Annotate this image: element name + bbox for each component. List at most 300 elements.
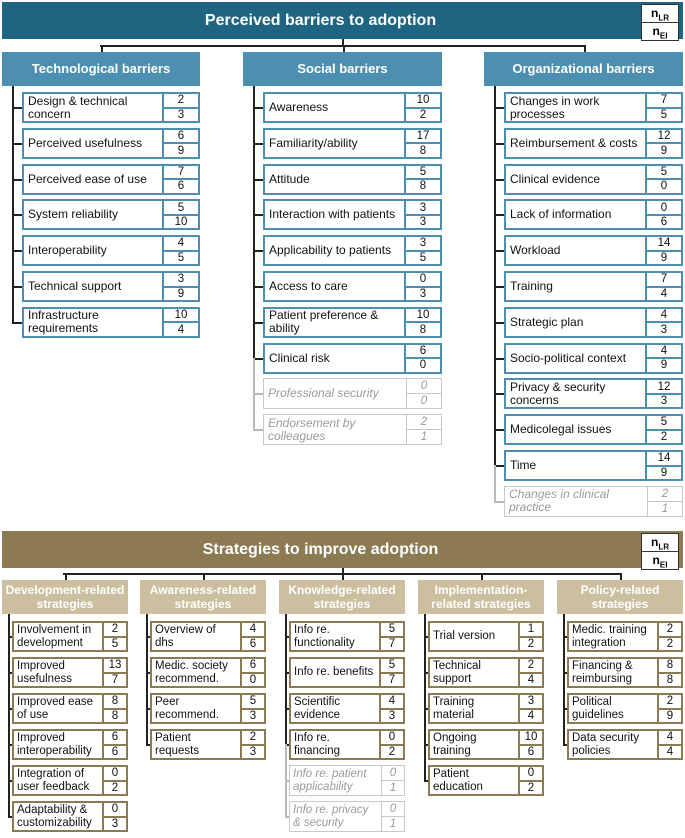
connector-line <box>203 573 205 580</box>
item-counts <box>162 166 198 193</box>
item-label: Adaptability & customizability <box>17 803 92 829</box>
item-counts <box>645 452 681 479</box>
count-lr: 10 <box>416 309 430 322</box>
count-ei: 6 <box>242 636 264 651</box>
count-lr: 0 <box>389 767 397 779</box>
item-counts <box>240 695 264 722</box>
item-label: Medicolegal issues <box>510 422 612 437</box>
connector-line <box>620 573 622 580</box>
item-counts <box>102 767 126 794</box>
list-item <box>150 657 266 688</box>
item-label: Changes in clinical practice <box>509 487 610 515</box>
item-label: Privacy & security concerns <box>510 379 606 407</box>
count-ei: 7 <box>104 672 126 687</box>
item-counts <box>379 695 403 722</box>
count-lr: 4 <box>388 695 396 708</box>
item-label: Familiarity/ability <box>269 135 358 150</box>
list-item <box>22 307 200 338</box>
item-counts <box>518 695 542 722</box>
count-lr: 0 <box>389 803 397 815</box>
legend-n-lr: $n_{LR}$ <box>641 4 679 23</box>
count-ei: 3 <box>406 214 440 229</box>
list-item <box>22 235 200 266</box>
connector-line <box>65 573 67 580</box>
item-label: Political guidelines <box>572 695 624 721</box>
item-label: Info re. patient applicability <box>293 767 367 793</box>
item-label: Info re. benefits <box>294 666 374 678</box>
count-ei: 6 <box>104 744 126 759</box>
item-label: Improved ease of use <box>17 695 94 721</box>
count-lr: 1 <box>527 623 535 636</box>
item-counts <box>404 345 440 372</box>
count-ei: 2 <box>406 107 440 122</box>
count-lr: 6 <box>419 344 427 357</box>
list-item <box>504 235 683 266</box>
item-label: Patient preference & ability <box>269 308 379 336</box>
count-lr: 4 <box>177 237 185 250</box>
connector-line <box>424 614 426 782</box>
count-ei: 9 <box>647 142 681 157</box>
item-label: Attitude <box>269 171 310 186</box>
count-lr: 0 <box>419 273 427 286</box>
item-counts <box>162 309 198 336</box>
item-counts <box>404 237 440 264</box>
category-header: Implementation-related strategies <box>418 580 544 614</box>
item-label: Medic. training integration <box>572 623 647 649</box>
item-label: Scientific evidence <box>294 695 341 721</box>
item-counts <box>404 166 440 193</box>
item-counts <box>645 309 681 336</box>
item-label: Workload <box>510 243 561 258</box>
item-label: Technical support <box>433 659 481 685</box>
list-item <box>263 164 442 195</box>
item-counts <box>102 803 126 830</box>
list-item <box>504 92 683 123</box>
item-label: Patient requests <box>155 731 200 757</box>
item-label: Perceived ease of use <box>28 171 147 186</box>
connector-line <box>12 86 14 324</box>
count-ei: 1 <box>407 429 441 444</box>
count-lr: 7 <box>660 94 668 107</box>
legend-n-ei: $n_{EI}$ <box>641 552 679 570</box>
item-counts <box>102 659 126 686</box>
count-ei: 10 <box>164 214 198 229</box>
item-counts <box>162 237 198 264</box>
count-lr: 3 <box>527 695 535 708</box>
count-ei: 6 <box>520 744 542 759</box>
item-label: Integration of user feedback <box>17 767 90 793</box>
count-lr: 0 <box>660 201 668 214</box>
count-ei: 8 <box>659 672 681 687</box>
list-item <box>12 621 128 652</box>
list-item <box>263 235 442 266</box>
item-label: Overview of dhs <box>155 623 216 649</box>
connector-line <box>563 614 565 746</box>
list-item <box>428 657 544 688</box>
list-item <box>567 729 683 760</box>
list-item <box>289 729 405 760</box>
connector-line <box>494 86 496 467</box>
item-label: Improved usefulness <box>17 659 72 685</box>
count-lr: 2 <box>420 416 428 429</box>
item-counts <box>657 623 681 650</box>
count-lr: 10 <box>174 309 188 322</box>
count-ei: 4 <box>164 321 198 336</box>
list-item <box>504 486 683 517</box>
category-header: Technological barriers <box>2 52 200 86</box>
item-label: Clinical evidence <box>510 171 601 186</box>
list-item <box>12 729 128 760</box>
list-item <box>567 657 683 688</box>
connector-line <box>146 614 148 746</box>
count-lr: 7 <box>660 273 668 286</box>
item-counts <box>404 309 440 336</box>
count-ei: 3 <box>381 708 403 723</box>
count-ei: 3 <box>406 286 440 301</box>
item-counts <box>381 802 404 831</box>
count-ei: 9 <box>164 142 198 157</box>
count-ei: 9 <box>164 286 198 301</box>
category-header: Organizational barriers <box>484 52 683 86</box>
item-counts <box>102 623 126 650</box>
count-ei: 4 <box>659 744 681 759</box>
list-item <box>289 801 405 832</box>
count-lr: 2 <box>177 94 185 107</box>
connector-line <box>494 465 496 503</box>
item-counts <box>645 345 681 372</box>
connector-line <box>101 45 103 52</box>
item-counts <box>240 731 264 758</box>
count-ei: 9 <box>659 708 681 723</box>
list-item <box>12 801 128 832</box>
count-ei: 0 <box>407 393 441 408</box>
list-item <box>263 378 442 409</box>
list-item <box>22 199 200 230</box>
list-item <box>12 765 128 796</box>
count-ei: 8 <box>406 321 440 336</box>
item-counts <box>162 130 198 157</box>
count-ei: 1 <box>648 501 682 516</box>
item-label: Strategic plan <box>510 314 584 329</box>
count-ei: 4 <box>520 672 542 687</box>
count-lr: 14 <box>657 452 671 465</box>
list-item <box>22 92 200 123</box>
list-item <box>263 199 442 230</box>
item-counts <box>645 201 681 228</box>
count-ei: 0 <box>647 178 681 193</box>
list-item <box>22 128 200 159</box>
item-counts <box>102 695 126 722</box>
list-item <box>289 693 405 724</box>
item-label: Info re. financing <box>294 731 341 757</box>
item-label: Medic. society recommend. <box>155 659 228 685</box>
item-counts <box>657 659 681 686</box>
item-counts <box>379 623 403 650</box>
count-lr: 17 <box>416 130 430 143</box>
item-label: Financing & reimbursing <box>572 659 633 685</box>
item-label: Socio-political context <box>510 350 627 365</box>
count-lr: 0 <box>527 767 535 780</box>
connector-line <box>253 358 255 432</box>
count-ei: 1 <box>382 780 404 795</box>
barriers-title: Perceived barriers to adoption <box>204 11 437 29</box>
list-item <box>504 450 683 481</box>
count-lr: 14 <box>657 237 671 250</box>
count-lr: 4 <box>249 623 257 636</box>
count-ei: 3 <box>242 744 264 759</box>
count-lr: 6 <box>177 130 185 143</box>
list-item <box>263 414 442 445</box>
count-lr: 2 <box>666 623 674 636</box>
list-item <box>428 729 544 760</box>
count-lr: 10 <box>524 731 538 744</box>
item-label: Improved interoperability <box>17 731 92 757</box>
item-counts <box>404 201 440 228</box>
count-ei: 5 <box>164 250 198 265</box>
count-ei: 3 <box>647 393 681 408</box>
list-item <box>289 765 405 796</box>
count-lr: 6 <box>111 731 119 744</box>
count-lr: 5 <box>388 623 396 636</box>
count-ei: 6 <box>164 178 198 193</box>
list-item <box>428 765 544 796</box>
item-counts <box>240 659 264 686</box>
connector-line <box>343 45 345 52</box>
item-label: Data security policies <box>572 731 640 757</box>
count-lr: 2 <box>666 695 674 708</box>
count-ei: 9 <box>647 465 681 480</box>
item-label: Interaction with patients <box>269 207 396 222</box>
item-label: Infrastructure requirements <box>28 308 99 336</box>
item-label: Ongoing training <box>433 731 477 757</box>
item-counts <box>657 731 681 758</box>
list-item <box>567 693 683 724</box>
count-lr: 0 <box>388 731 396 744</box>
item-counts <box>518 623 542 650</box>
count-ei: 4 <box>647 286 681 301</box>
count-lr: 5 <box>249 695 257 708</box>
item-counts <box>406 415 441 444</box>
item-counts <box>240 623 264 650</box>
item-counts <box>518 731 542 758</box>
item-label: Changes in work processes <box>510 93 600 121</box>
count-ei: 2 <box>381 744 403 759</box>
item-label: Reimbursement & costs <box>510 135 638 150</box>
count-lr: 12 <box>657 130 671 143</box>
list-item <box>289 621 405 652</box>
strategies-banner <box>2 531 683 568</box>
category-header: Social barriers <box>243 52 442 86</box>
count-ei: 2 <box>520 780 542 795</box>
item-counts <box>162 273 198 300</box>
list-item <box>150 729 266 760</box>
list-item <box>504 378 683 409</box>
item-label: Info re. functionality <box>294 623 355 649</box>
count-lr: 0 <box>420 380 428 393</box>
count-ei: 2 <box>647 429 681 444</box>
count-ei: 3 <box>647 321 681 336</box>
count-lr: 2 <box>249 731 257 744</box>
count-ei: 6 <box>647 214 681 229</box>
count-ei: 9 <box>647 250 681 265</box>
count-lr: 8 <box>666 659 674 672</box>
count-lr: 6 <box>249 659 257 672</box>
item-label: Applicability to patients <box>269 243 392 258</box>
barriers-banner <box>2 2 683 39</box>
list-item <box>150 621 266 652</box>
count-lr: 5 <box>660 416 668 429</box>
item-counts <box>379 731 403 758</box>
list-item <box>263 271 442 302</box>
item-label: Info re. privacy & security <box>293 803 369 829</box>
list-item <box>428 693 544 724</box>
count-lr: 3 <box>419 201 427 214</box>
item-label: Patient education <box>433 767 483 793</box>
strategies-title: Strategies to improve adoption <box>202 540 439 558</box>
item-label: Involvement in development <box>17 623 92 649</box>
count-lr: 4 <box>666 731 674 744</box>
connector-line <box>342 573 344 580</box>
item-label: Trial version <box>433 630 496 642</box>
connector-line <box>253 86 255 360</box>
item-label: Time <box>510 458 537 472</box>
item-label: Access to care <box>269 279 348 293</box>
list-item <box>504 128 683 159</box>
item-label: System reliability <box>28 207 119 222</box>
count-lr: 5 <box>660 165 668 178</box>
count-lr: 2 <box>661 487 669 500</box>
list-item <box>504 199 683 230</box>
count-ei: 5 <box>647 107 681 122</box>
connector-line <box>285 744 287 818</box>
connector-line <box>8 614 10 818</box>
item-counts <box>645 416 681 443</box>
item-counts <box>404 273 440 300</box>
count-ei: 2 <box>104 780 126 795</box>
list-item <box>150 693 266 724</box>
item-label: Training material <box>433 695 475 721</box>
item-label: Technical support <box>28 279 122 293</box>
count-ei: 5 <box>104 636 126 651</box>
count-lr: 13 <box>108 659 122 672</box>
list-item <box>22 164 200 195</box>
connector-line <box>285 614 287 746</box>
item-counts <box>645 237 681 264</box>
item-label: Lack of information <box>510 207 612 222</box>
list-item <box>504 271 683 302</box>
count-lr: 2 <box>111 623 119 636</box>
item-label: Design & technical concern <box>28 93 128 121</box>
strategies-legend <box>641 533 679 570</box>
item-counts <box>645 130 681 157</box>
item-label: Awareness <box>269 100 329 114</box>
category-header: Development-related strategies <box>2 580 128 614</box>
connector-line <box>100 45 584 47</box>
list-item <box>263 343 442 374</box>
count-lr: 3 <box>177 273 185 286</box>
list-item <box>12 693 128 724</box>
list-item <box>12 657 128 688</box>
legend-n-lr: $n_{LR}$ <box>641 533 679 552</box>
item-counts <box>647 487 682 516</box>
list-item <box>22 271 200 302</box>
item-label: Endorsement by colleagues <box>268 415 356 443</box>
list-item <box>263 92 442 123</box>
count-lr: 0 <box>111 803 119 816</box>
item-label: Clinical risk <box>269 350 330 365</box>
count-ei: 3 <box>164 107 198 122</box>
list-item <box>504 307 683 338</box>
count-lr: 5 <box>388 659 396 672</box>
list-item <box>428 621 544 652</box>
list-item <box>504 164 683 195</box>
count-ei: 7 <box>381 636 403 651</box>
list-item <box>289 657 405 688</box>
item-counts <box>102 731 126 758</box>
item-counts <box>657 695 681 722</box>
barriers-legend <box>641 4 679 41</box>
count-ei: 3 <box>242 708 264 723</box>
count-ei: 0 <box>242 672 264 687</box>
item-counts <box>518 659 542 686</box>
count-ei: 5 <box>406 250 440 265</box>
count-ei: 1 <box>382 816 404 831</box>
item-counts <box>381 766 404 795</box>
item-counts <box>645 94 681 121</box>
category-header: Knowledge-related strategies <box>279 580 405 614</box>
count-lr: 3 <box>419 237 427 250</box>
item-counts <box>162 94 198 121</box>
count-lr: 12 <box>657 380 671 393</box>
count-ei: 2 <box>659 636 681 651</box>
item-counts <box>645 166 681 193</box>
item-counts <box>518 767 542 794</box>
count-ei: 4 <box>520 708 542 723</box>
item-counts <box>404 94 440 121</box>
count-lr: 4 <box>660 309 668 322</box>
connector-line <box>584 45 586 52</box>
item-counts <box>645 273 681 300</box>
count-ei: 8 <box>406 178 440 193</box>
connector-line <box>481 573 483 580</box>
count-lr: 4 <box>660 344 668 357</box>
category-header: Awareness-related strategies <box>140 580 266 614</box>
list-item <box>504 414 683 445</box>
count-lr: 5 <box>177 201 185 214</box>
list-item <box>263 128 442 159</box>
count-ei: 2 <box>520 636 542 651</box>
count-lr: 7 <box>177 165 185 178</box>
item-counts <box>406 379 441 408</box>
item-counts <box>162 201 198 228</box>
legend-n-ei: $n_{EI}$ <box>641 23 679 41</box>
item-label: Training <box>510 279 553 293</box>
count-ei: 9 <box>647 357 681 372</box>
item-label: Interoperability <box>28 243 107 258</box>
count-lr: 8 <box>111 695 119 708</box>
list-item <box>567 621 683 652</box>
list-item <box>263 307 442 338</box>
count-ei: 3 <box>104 816 126 831</box>
count-lr: 10 <box>416 94 430 107</box>
count-lr: 2 <box>527 659 535 672</box>
category-header: Policy-related strategies <box>557 580 683 614</box>
count-ei: 7 <box>381 672 403 687</box>
count-lr: 0 <box>111 767 119 780</box>
count-lr: 5 <box>419 165 427 178</box>
count-ei: 8 <box>104 708 126 723</box>
item-counts <box>645 380 681 407</box>
